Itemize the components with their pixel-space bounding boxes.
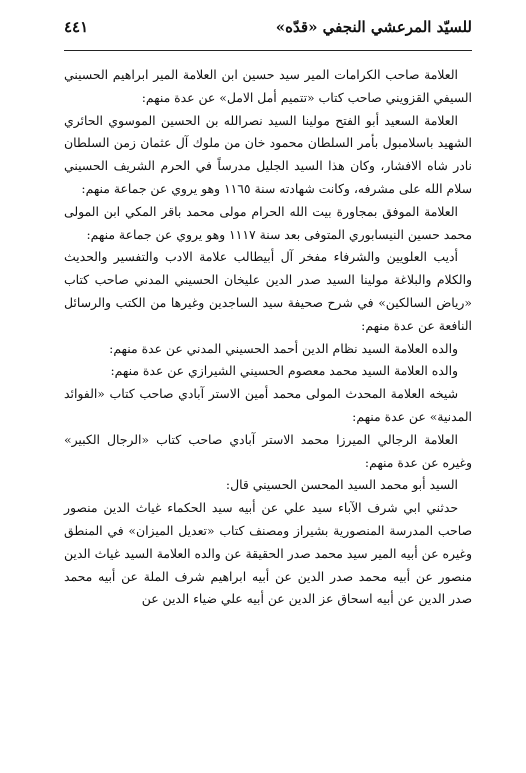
- paragraph: العلامة السعيد أبو الفتح مولينا السيد نصرالله بن الحسين الموسوي الحائري الشهيد باسلامبول بأمر السلطان محمود خان من ملوك آل عثمان زمن السلطان نادر شاه الافشار، وكان هذا السيد الجليل مدرساً في الحرم الشريف الحسيني سلام الله على مشرفه، وكانت شهادته سنة ١١٦٥ وهو يروي عن جماعة منهم:: [64, 112, 472, 196]
- running-title: للسيّد المرعشي النجفي «قدّه»: [275, 18, 472, 36]
- paragraph: شيخه العلامة المحدث المولى محمد أمين الاستر آبادي صاحب كتاب «الفوائد المدنية» عن عدة منهم:: [64, 386, 472, 424]
- page-header: [64, 10, 472, 44]
- header-divider: [64, 50, 472, 51]
- page-body: [64, 64, 472, 611]
- page-number: ٤٤١: [64, 18, 89, 36]
- paragraph: العلامة الموفق بمجاورة بيت الله الحرام مولى محمد باقر المكي ابن المولى محمد حسين النيسابوري المتوفى بعد سنة ١١١٧ وهو يروي عن جماعة منهم:: [64, 203, 472, 242]
- paragraph: أديب العلويين والشرفاء مفخر آل أبيطالب علامة الادب والتفسير والحديث والكلام والبلاغة مولينا السيد صدر الدين عليخان الحسيني المدني صاحب كتاب «رياض السالكين» في شرح صحيفة سيد الساجدين وغيرها من الكتب والرسائل النافعة عن عدة منهم:: [64, 249, 472, 333]
- paragraph: حدثني ابي شرف الآباء سيد علي عن أبيه سيد الحكماء غياث الدين منصور صاحب المدرسة المنصورية بشيراز ومصنف كتاب «تعديل الميزان» في المنطق وغيره عن أبيه المير سيد محمد صدر الحقيقة عن والده العلامة السيد غياث الدين منصور عن أبيه محمد صدر الدين عن أبيه ابراهيم شرف الملة عن أبيه محمد صدر الدين عن أبيه اسحاق عز الدين عن أبيه علي ضياء الدين عن: [64, 500, 472, 607]
- paragraph: العلامة الرجالي الميرزا محمد الاستر آبادي صاحب كتاب «الرجال الكبير» وغيره عن عدة منهم:: [64, 431, 472, 470]
- paragraph: العلامة صاحب الكرامات المير سيد حسين ابن العلامة المير ابراهيم الحسيني السيفي القزويني صاحب كتاب «تتميم أمل الامل» عن عدة منهم:: [64, 67, 472, 105]
- paragraph: والده العلامة السيد محمد معصوم الحسيني الشيرازي عن عدة منهم:: [110, 363, 458, 379]
- paragraph: السيد أبو محمد السيد المحسن الحسيني قال:: [225, 477, 458, 493]
- paragraph: والده العلامة السيد نظام الدين أحمد الحسيني المدني عن عدة منهم:: [109, 340, 458, 356]
